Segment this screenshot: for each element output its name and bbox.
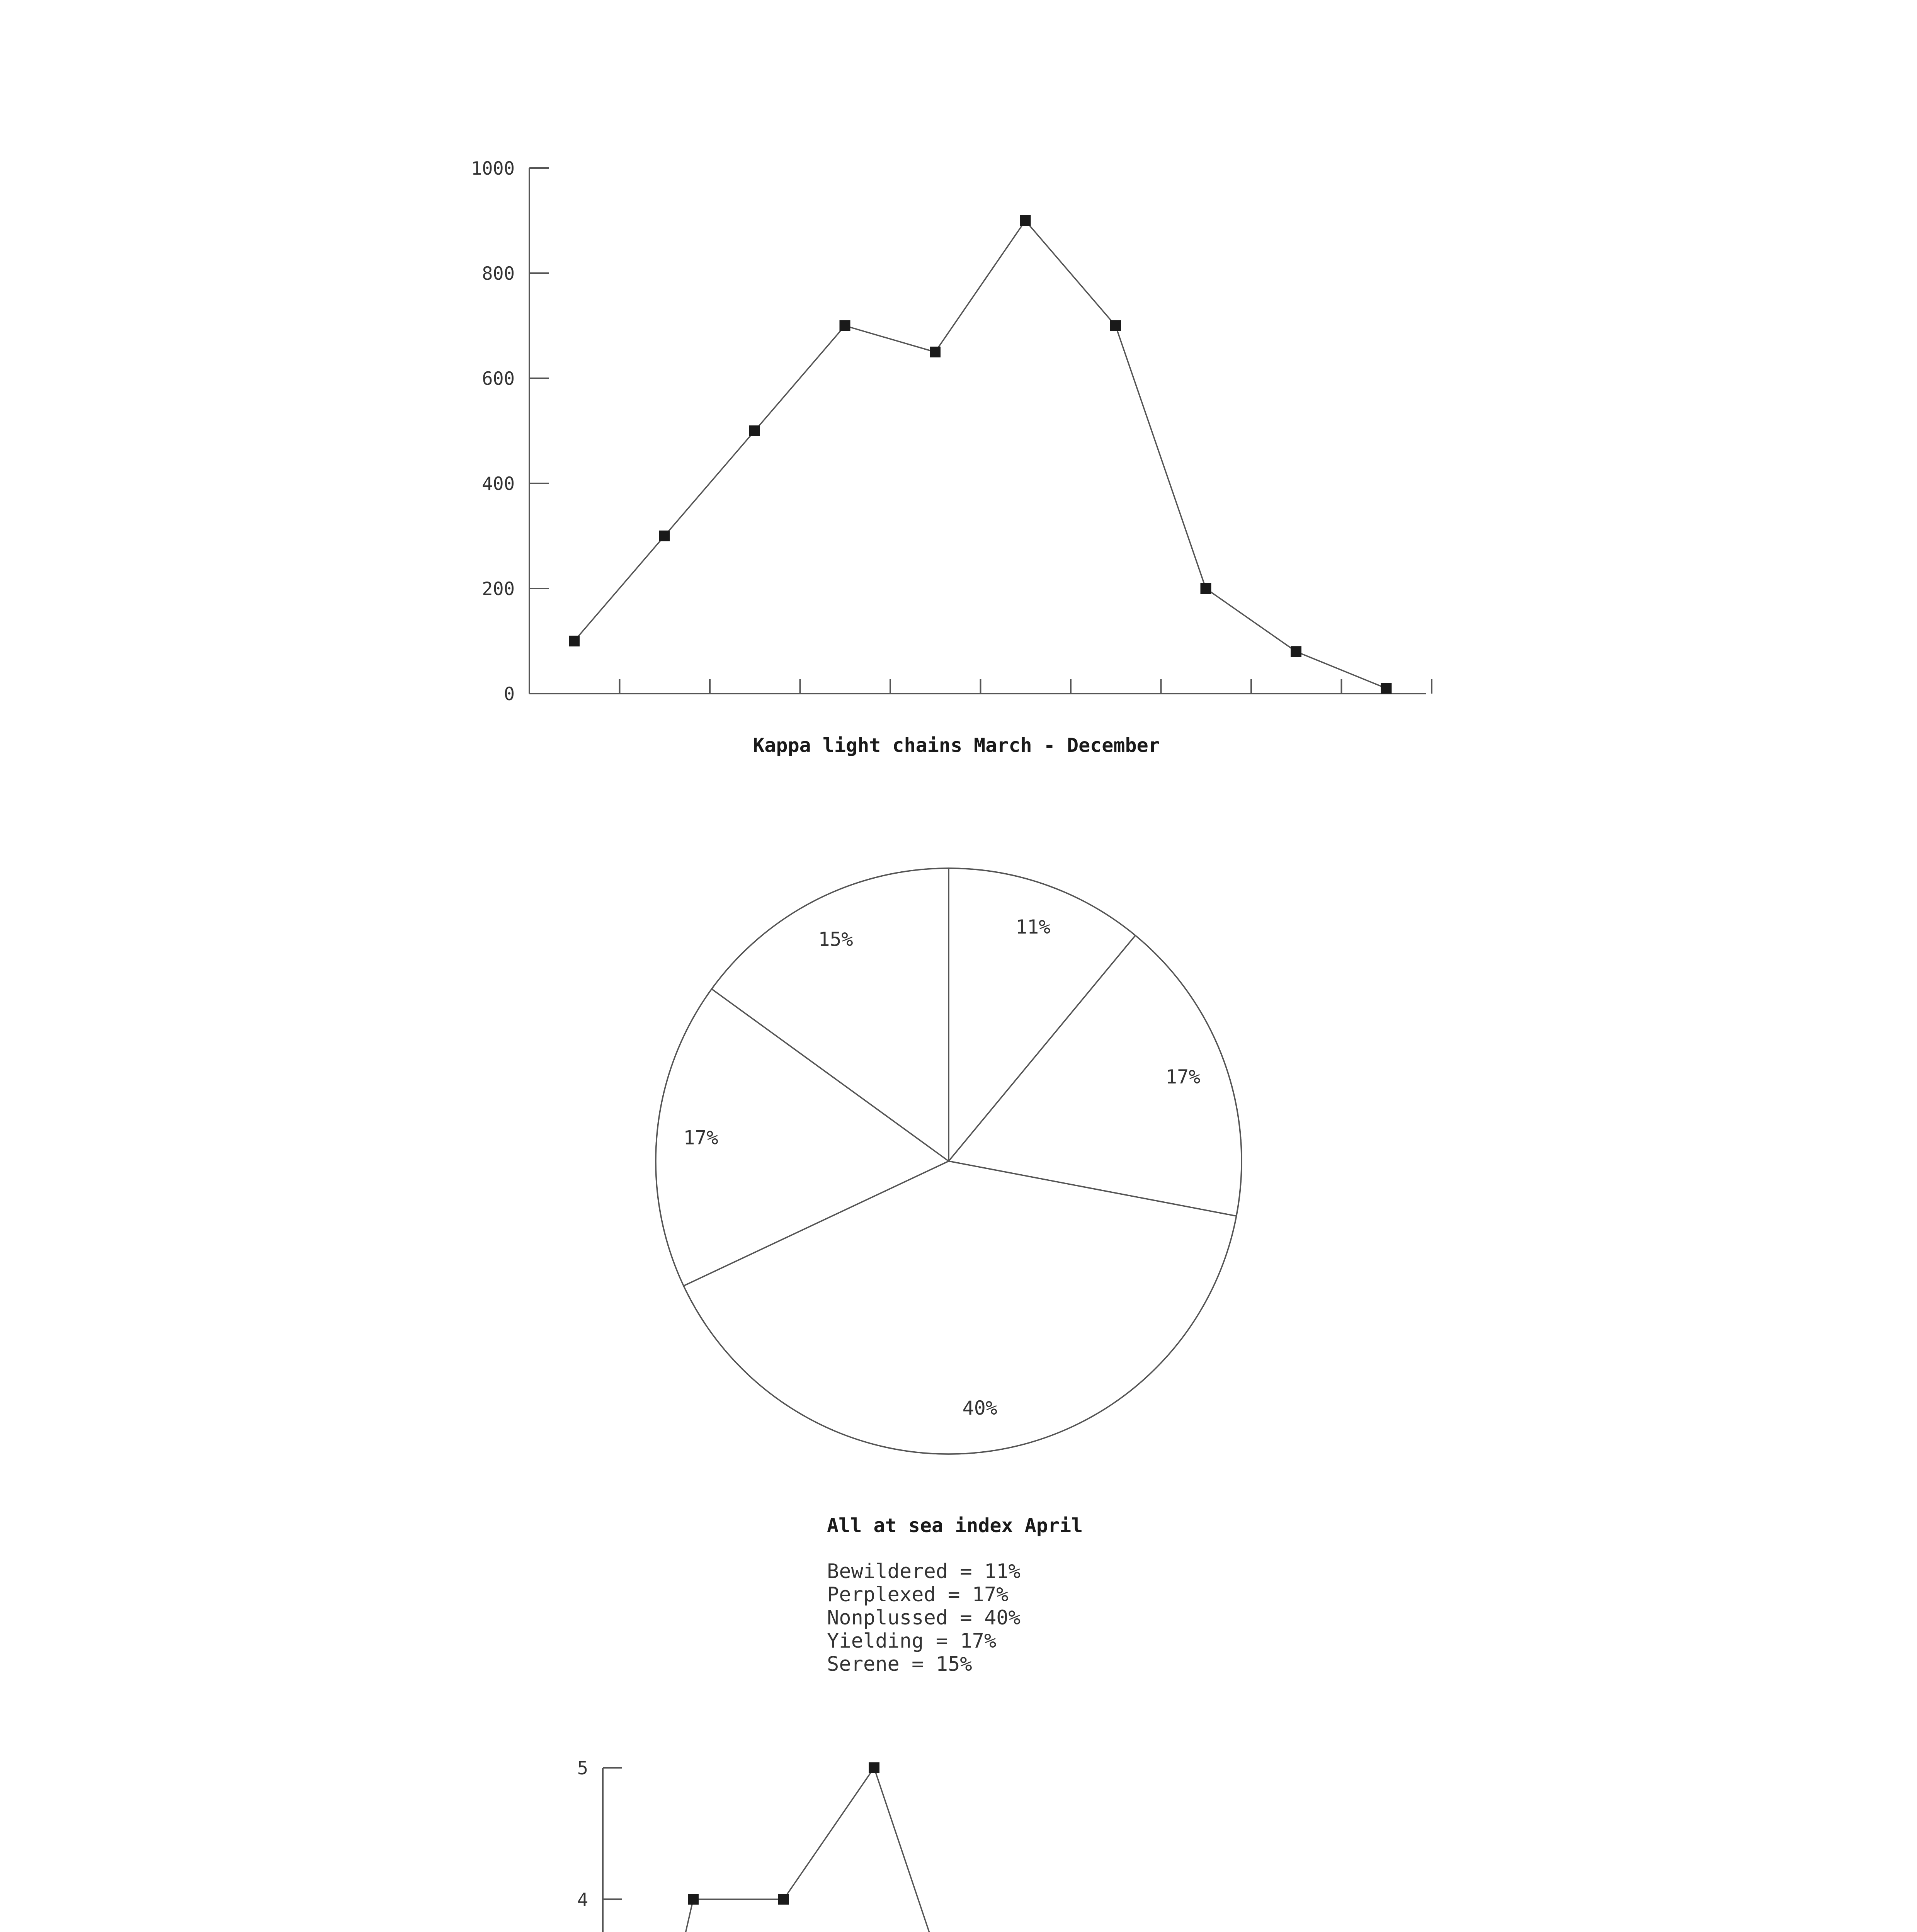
kappa-point (1201, 583, 1211, 594)
pie-legend-item: Perplexed = 17% (827, 1583, 1009, 1606)
stoicism-point (778, 1894, 789, 1905)
kappa-y-tick-label: 1000 (471, 158, 515, 179)
kappa-point (569, 636, 580, 646)
chart1-title: Kappa light chains March - December (753, 734, 1160, 757)
pie-slice-label: 17% (1165, 1065, 1201, 1088)
kappa-point (1110, 320, 1121, 331)
kappa-series-line (574, 221, 1386, 688)
kappa-point (659, 531, 670, 541)
stoicism-y-tick-label: 5 (577, 1758, 588, 1779)
stoicism-point (688, 1894, 699, 1905)
kappa-y-tick-label: 800 (482, 263, 515, 284)
kappa-point (930, 347, 941, 357)
kappa-point (1020, 215, 1031, 226)
pie-legend-item: Nonplussed = 40% (827, 1606, 1021, 1629)
chart2-title: All at sea index April (827, 1514, 1083, 1537)
pie-legend-item: Serene = 15% (827, 1653, 972, 1676)
kappa-y-tick-label: 200 (482, 578, 515, 600)
pie-legend-item: Yielding = 17% (827, 1629, 997, 1653)
pie-slice-label: 15% (818, 928, 853, 951)
kappa-y-tick-label: 400 (482, 473, 515, 495)
pie-slice-label: 11% (1015, 915, 1051, 938)
pie-slice-label: 17% (683, 1126, 718, 1149)
kappa-y-tick-label: 0 (503, 684, 515, 705)
kappa-point (1291, 646, 1301, 657)
kappa-point (1381, 683, 1392, 694)
kappa-y-tick-label: 600 (482, 368, 515, 389)
kappa-point (840, 320, 850, 331)
stoicism-series-line (603, 1768, 1236, 1932)
kappa-line-chart (471, 158, 1432, 757)
kappa-point (749, 425, 760, 436)
stoicism-point (869, 1762, 879, 1773)
pie-slice-label: 40% (962, 1397, 997, 1420)
stoicism-y-tick-label: 4 (577, 1889, 588, 1911)
pie-legend-item: Bewildered = 11% (827, 1560, 1021, 1583)
stoicism-line-chart (577, 1758, 1326, 1932)
pie-legend (827, 1560, 1021, 1676)
all-at-sea-pie-chart (656, 868, 1242, 1676)
